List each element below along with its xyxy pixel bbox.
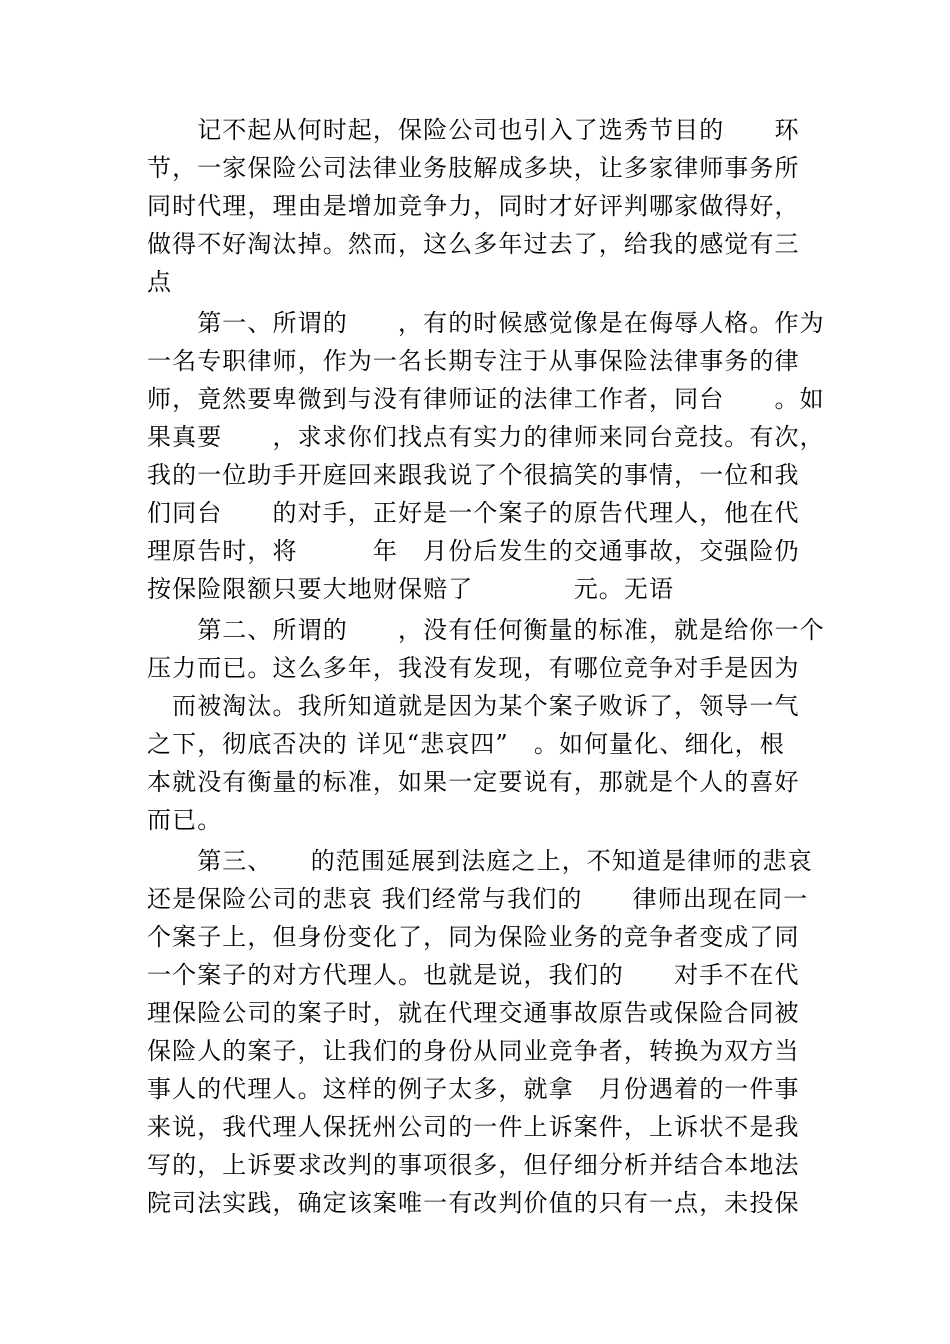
paragraph-2-line-2: 一名专职律师，作为一名长期专注于从事保险法律事务的律 — [147, 347, 800, 375]
paragraph-4-line-5: 理保险公司的案子时，就在代理交通事故原告或保险合同被 — [147, 999, 800, 1027]
paragraph-4-line-3: 个案子上，但身份变化了，同为保险业务的竞争者变成了同 — [147, 923, 800, 951]
paragraph-2-line-7: 理原告时，将 年 月份后发生的交通事故，交强险仍 — [147, 537, 800, 565]
paragraph-1-line-4: 做得不好淘汰掉。然而，这么多年过去了，给我的感觉有三 — [147, 230, 800, 258]
paragraph-1-line-1: 记不起从何时起，保险公司也引入了选秀节目的 环 — [147, 116, 800, 144]
paragraph-2-line-6: 们同台 的对手，正好是一个案子的原告代理人，他在代 — [147, 499, 800, 527]
paragraph-4-line-4: 一个案子的对方代理人。也就是说，我们的 对手不在代 — [147, 961, 800, 989]
paragraph-4-line-1: 第三、 的范围延展到法庭之上，不知道是律师的悲哀 — [147, 847, 813, 875]
paragraph-2-line-5: 我的一位助手开庭回来跟我说了个很搞笑的事情，一位和我 — [147, 461, 800, 489]
paragraph-3-line-4: 之下，彻底否决的 详见“悲哀四” 。如何量化、细化，根 — [147, 730, 785, 758]
paragraph-2-line-1: 第一、所谓的 ，有的时候感觉像是在侮辱人格。作为 — [147, 309, 825, 337]
paragraph-4-line-10: 院司法实践，确定该案唯一有改判价值的只有一点，未投保 — [147, 1189, 800, 1217]
paragraph-1-line-3: 同时代理，理由是增加竞争力，同时才好评判哪家做得好， — [147, 192, 800, 220]
paragraph-1-line-5: 点 — [147, 268, 173, 296]
paragraph-3-line-5: 本就没有衡量的标准，如果一定要说有，那就是个人的喜好 — [147, 768, 800, 796]
paragraph-3-line-3: 而被淘汰。我所知道就是因为某个案子败诉了，领导一气 — [147, 692, 800, 720]
paragraph-4-line-8: 来说，我代理人保抚州公司的一件上诉案件，上诉状不是我 — [147, 1113, 800, 1141]
paragraph-2-line-3: 师，竟然要卑微到与没有律师证的法律工作者，同台 。如 — [147, 385, 825, 413]
paragraph-4-line-6: 保险人的案子，让我们的身份从同业竞争者，转换为双方当 — [147, 1037, 800, 1065]
paragraph-2-line-8: 按保险限额只要大地财保赔了 元。无语 — [147, 575, 675, 603]
paragraph-3-line-6: 而已。 — [147, 806, 223, 834]
paragraph-1-line-2: 节，一家保险公司法律业务肢解成多块，让多家律师事务所 — [147, 154, 800, 182]
paragraph-4-line-9: 写的，上诉要求改判的事项很多，但仔细分析并结合本地法 — [147, 1151, 800, 1179]
paragraph-3-line-1: 第二、所谓的 ，没有任何衡量的标准，就是给你一个 — [147, 616, 825, 644]
paragraph-4-line-7: 事人的代理人。这样的例子太多，就拿 月份遇着的一件事 — [147, 1075, 800, 1103]
paragraph-3-line-2: 压力而已。这么多年，我没有发现，有哪位竞争对手是因为 — [147, 654, 800, 682]
paragraph-4-line-2: 还是保险公司的悲哀 我们经常与我们的 律师出现在同一 — [147, 885, 809, 913]
paragraph-2-line-4: 果真要 ，求求你们找点有实力的律师来同台竞技。有次， — [147, 423, 825, 451]
